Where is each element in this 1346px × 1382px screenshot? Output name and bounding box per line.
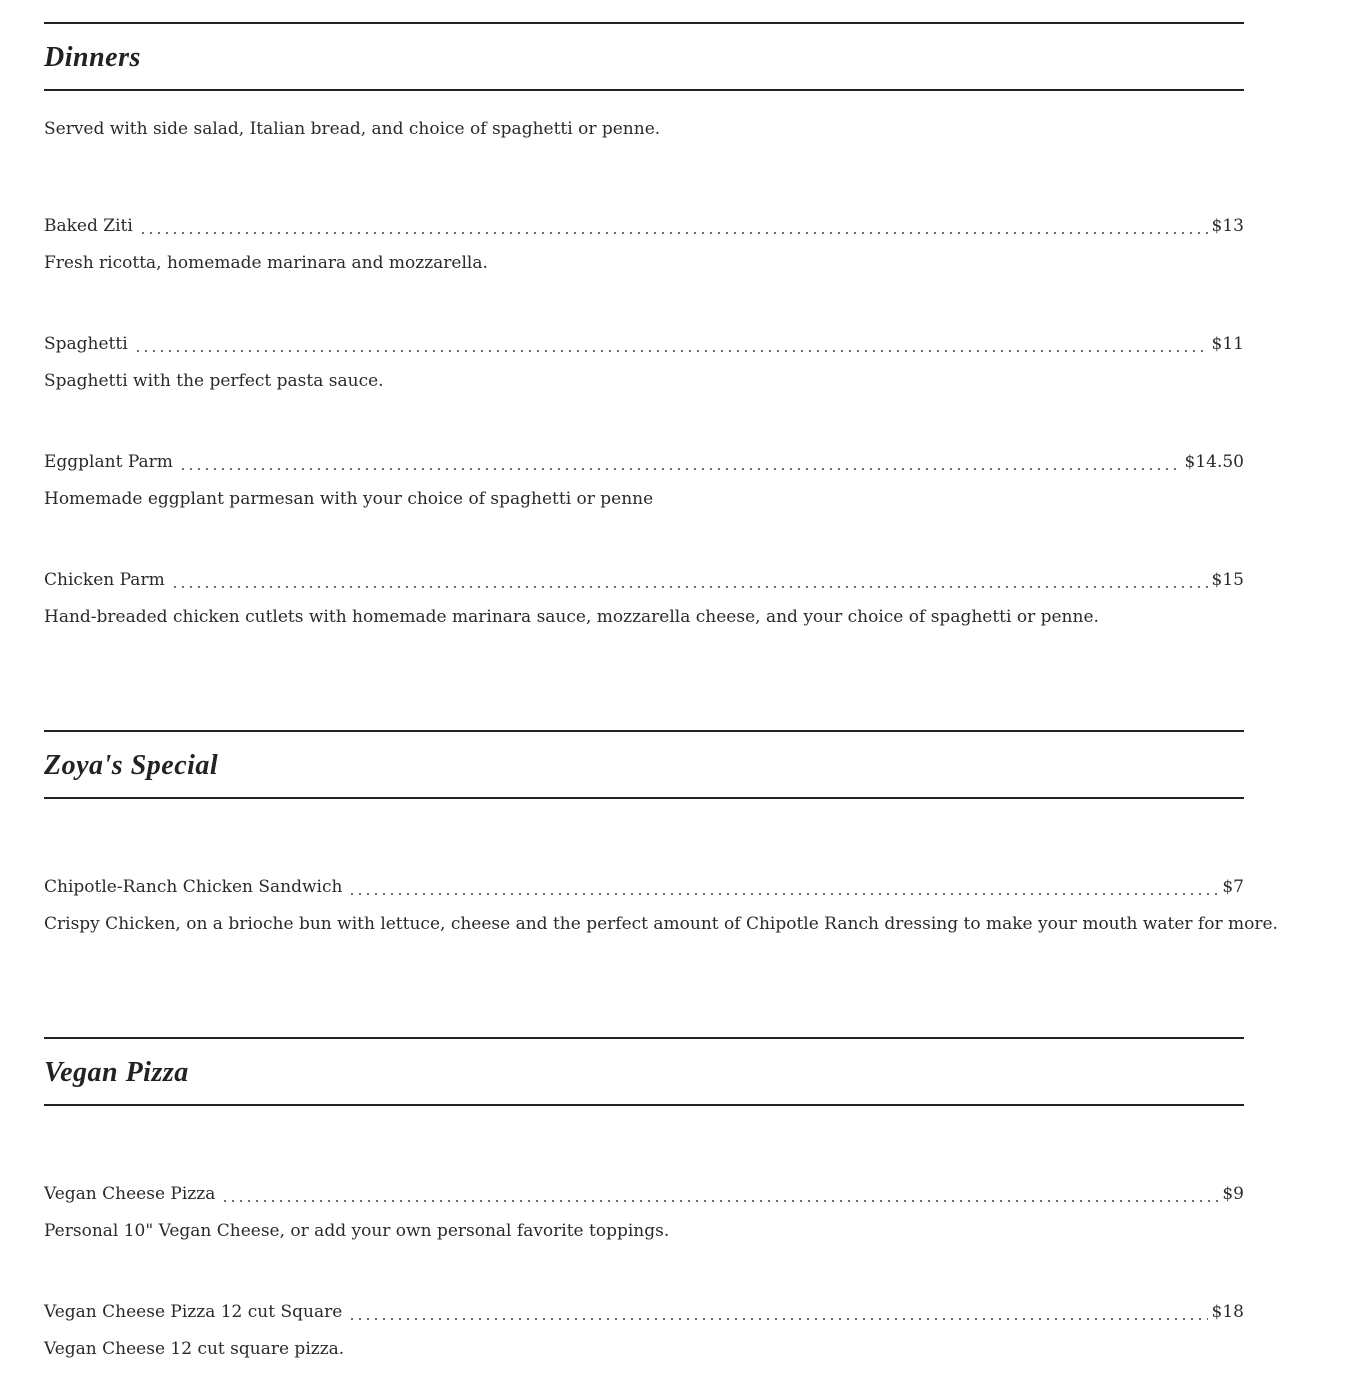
menu-item-name: Eggplant Parm xyxy=(44,452,173,472)
menu-item-name: Vegan Cheese Pizza 12 cut Square xyxy=(44,1302,343,1322)
dot-leader xyxy=(348,875,1218,899)
section-header xyxy=(44,1037,1244,1106)
menu-item xyxy=(44,875,1278,934)
menu-item-name: Spaghetti xyxy=(44,334,128,354)
section-title: Vegan Pizza xyxy=(44,1057,189,1088)
menu-item-description: Fresh ricotta, homemade marinara and mozzarella. xyxy=(44,253,488,273)
menu-item-description: Hand-breaded chicken cutlets with homemade marinara sauce, mozzarella cheese, and your choice of spaghetti or penne. xyxy=(44,607,1099,627)
menu-item-description: Personal 10" Vegan Cheese, or add your own personal favorite toppings. xyxy=(44,1221,670,1241)
menu-item-name: Baked Ziti xyxy=(44,216,133,236)
menu-item-name: Vegan Cheese Pizza xyxy=(44,1184,216,1204)
dot-leader xyxy=(134,332,1208,356)
menu-item-price: $15 xyxy=(1211,570,1244,590)
menu-item-price: $14.50 xyxy=(1184,452,1244,472)
menu-item-price: $13 xyxy=(1211,216,1244,236)
dot-leader xyxy=(348,1300,1207,1324)
menu-item-row xyxy=(44,1182,1244,1206)
menu-item xyxy=(44,1182,1244,1241)
menu-item-row xyxy=(44,450,1244,474)
section-header xyxy=(44,730,1244,799)
menu-item-row xyxy=(44,214,1244,238)
menu-item xyxy=(44,332,1244,391)
menu-item-row xyxy=(44,1300,1244,1324)
section-title: Dinners xyxy=(44,42,141,73)
menu-item xyxy=(44,214,1244,273)
menu-item xyxy=(44,450,1244,509)
menu-item xyxy=(44,568,1244,627)
menu-item-description: Spaghetti with the perfect pasta sauce. xyxy=(44,371,384,391)
menu-item-price: $18 xyxy=(1211,1302,1244,1322)
dot-leader xyxy=(221,1182,1218,1206)
menu-item-price: $11 xyxy=(1211,334,1244,354)
menu-item-row xyxy=(44,875,1244,899)
section-title: Zoya's Special xyxy=(44,750,219,781)
dot-leader xyxy=(139,214,1208,238)
section-intro: Served with side salad, Italian bread, and choice of spaghetti or penne. xyxy=(44,119,661,139)
menu-item-description: Crispy Chicken, on a brioche bun with lettuce, cheese and the perfect amount of Chipotle Ranch dressing to make your mouth water for more. xyxy=(44,914,1278,934)
menu-item-name: Chipotle-Ranch Chicken Sandwich xyxy=(44,877,343,897)
dot-leader xyxy=(179,450,1181,474)
section-header xyxy=(44,22,1244,91)
dot-leader xyxy=(171,568,1208,592)
menu-item-name: Chicken Parm xyxy=(44,570,165,590)
menu-item xyxy=(44,1300,1244,1359)
menu-item-price: $7 xyxy=(1222,877,1244,897)
menu-item-price: $9 xyxy=(1222,1184,1244,1204)
menu-item-description: Vegan Cheese 12 cut square pizza. xyxy=(44,1339,345,1359)
menu-item-row xyxy=(44,332,1244,356)
menu-item-description: Homemade eggplant parmesan with your choice of spaghetti or penne xyxy=(44,489,654,509)
menu-item-row xyxy=(44,568,1244,592)
